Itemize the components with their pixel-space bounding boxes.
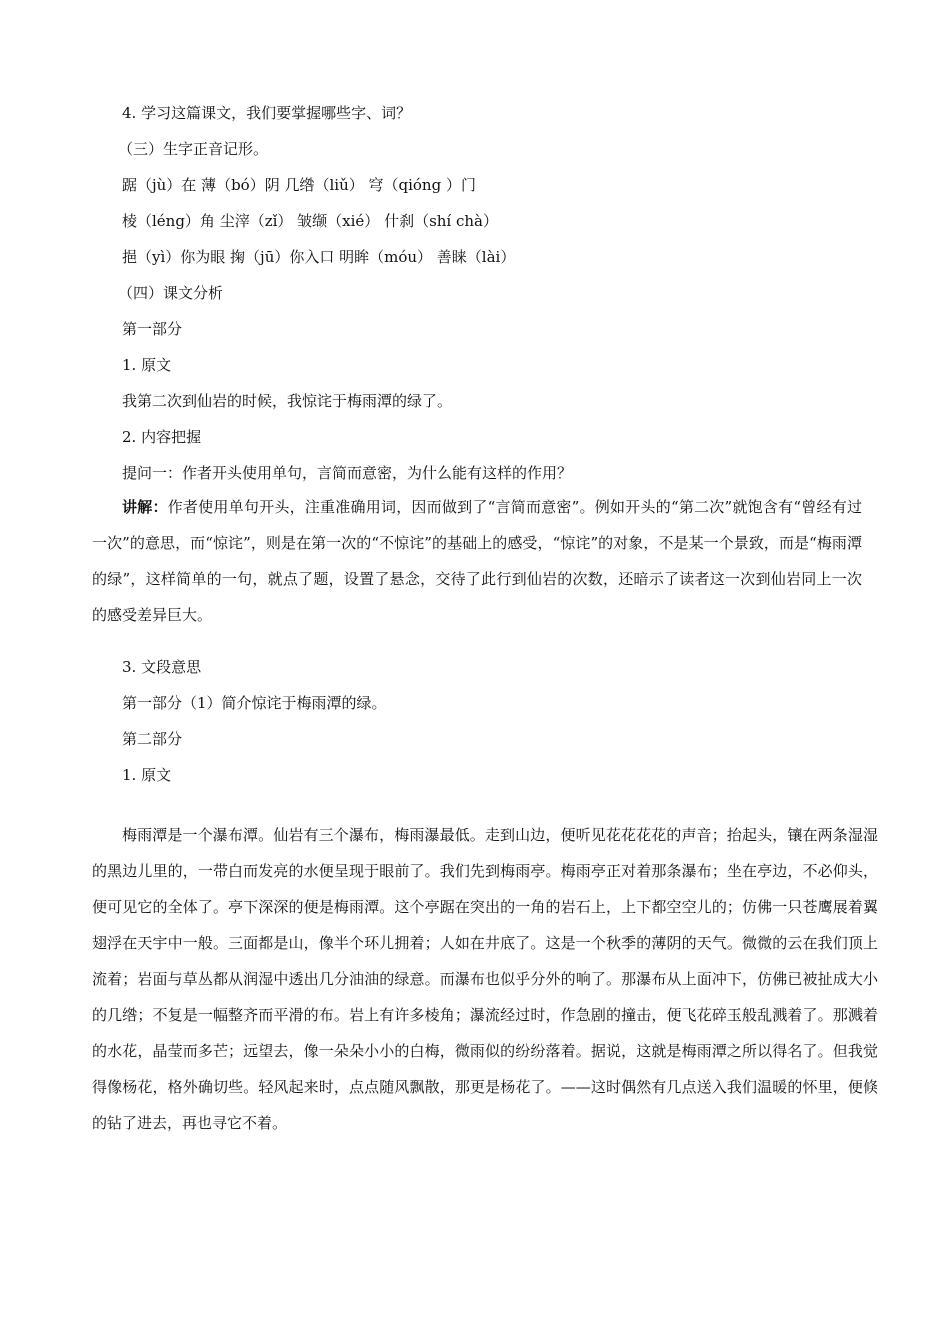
question-4: 4. 学习这篇课文，我们要掌握哪些字、词？ xyxy=(122,104,412,122)
explanation-text: 作者使用单句开头，注重准确用词，因而做到了“言简而意密”。例如开头的“第二次”就饱含有“曾经有过一次”的意思，而“惊诧”，则是在第一次的“不惊诧”的基础上的感受，“惊诧”的对象，不是某一个景致，而是“梅雨潭的绿”，这样简单的一句，就点了题，设置了悬念，交待了此行到仙岩的次数，还暗示了读者这一次到仙岩同上一次的感受差异巨大。 xyxy=(92,498,862,624)
vocab-line-1: 踞（jù）在 薄（bó）阴 几绺（liǔ） 穹（qióng ）门 xyxy=(122,176,476,194)
section-3-heading: （三）生字正音记形。 xyxy=(118,140,269,158)
part-1-summary: 第一部分（1）简介惊诧于梅雨潭的绿。 xyxy=(122,694,387,712)
part-2-heading: 第二部分 xyxy=(122,730,183,748)
vocab-line-3: 挹（yì）你为眼 掬（jū）你入口 明眸（móu） 善睐（lài） xyxy=(122,248,516,266)
original-sentence: 我第二次到仙岩的时候，我惊诧于梅雨潭的绿了。 xyxy=(122,392,453,410)
part-1-original-heading: 1. 原文 xyxy=(122,356,172,374)
part-1-heading: 第一部分 xyxy=(122,320,183,338)
original-passage: 梅雨潭是一个瀑布潭。仙岩有三个瀑布，梅雨瀑最低。走到山边，便听见花花花花的声音；抬起头，镶在两条湿湿的黑边儿里的，一带白而发亮的水便呈现于眼前了。我们先到梅雨亭。梅雨亭正对着那条瀑布；坐在亭边，不必仰头，便可见它的全体了。亭下深深的便是梅雨潭。这个亭踞在突出的一角的岩石上，上下都空空儿的；仿佛一只苍鹰展着翼翅浮在天宇中一般。三面都是山，像半个环儿拥着；人如在井底了。这是一个秋季的薄阴的天气。微微的云在我们顶上流着；岩面与草丛都从润湿中透出几分油油的绿意。而瀑布也似乎分外的响了。那瀑布从上面冲下，仿佛已被扯成大小的几绺；不复是一幅整齐而平滑的布。岩上有许多棱角；瀑流经过时，作急剧的撞击，便飞花碎玉般乱溅着了。那溅着的水花，晶莹而多芒；远望去，像一朵朵小小的白梅，微雨似的纷纷落着。据说，这就是梅雨潭之所以得名了。但我觉得像杨花，格外确切些。轻风起来时，点点随风飘散，那更是杨花了。——这时偶然有几点送入我们温暖的怀里，便倏的钻了进去，再也寻它不着。 xyxy=(92,826,878,1132)
explanation-paragraph xyxy=(92,489,862,633)
vocab-line-2: 棱（léng）角 尘滓（zǐ） 皱缬（xié） 什刹（shí chà） xyxy=(122,212,499,230)
question-one: 提问一：作者开头使用单句，言简而意密，为什么能有这样的作用？ xyxy=(122,464,573,482)
paragraph-meaning-heading: 3. 文段意思 xyxy=(122,658,202,676)
content-grasp-heading: 2. 内容把握 xyxy=(122,428,202,446)
section-4-heading: （四）课文分析 xyxy=(118,284,224,302)
explanation-label: 讲解： xyxy=(122,498,168,516)
part-2-original-heading: 1. 原文 xyxy=(122,766,172,784)
